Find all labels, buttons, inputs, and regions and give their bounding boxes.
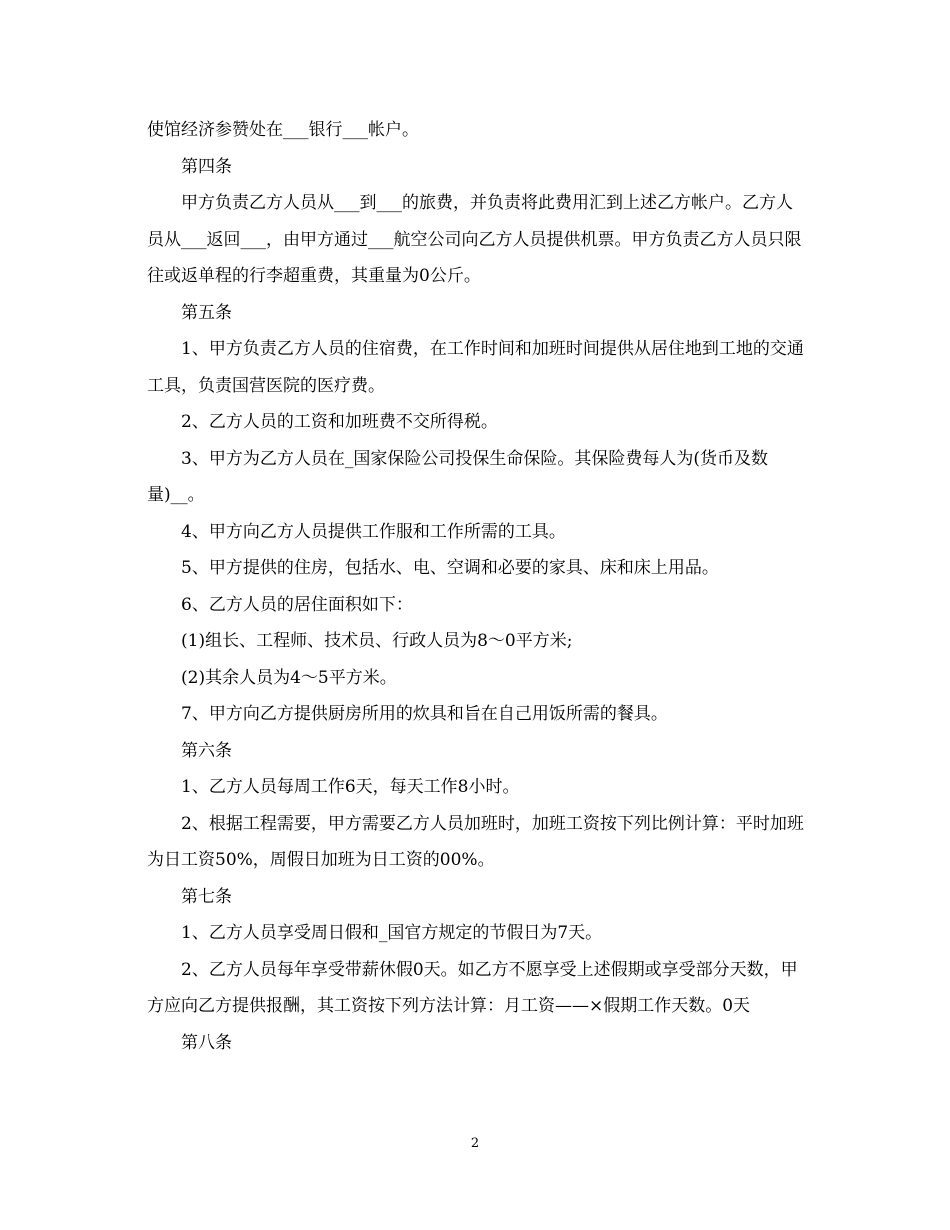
paragraph: (1)组长、工程师、技术员、行政人员为8～0平方米;	[181, 631, 573, 651]
paragraph: 2、乙方人员的工资和加班费不交所得税。	[181, 412, 498, 432]
paragraph: 使馆经济参赞处在___银行___帐户。	[147, 120, 419, 140]
paragraph: 第五条	[181, 302, 232, 323]
paragraph: 2、根据工程需要，甲方需要乙方人员加班时，加班工资按下列比例计算：平时加班为日工资50%，周假日加班为日工资的00%。	[147, 813, 804, 870]
document-body	[147, 112, 807, 1061]
paragraph: 3、甲方为乙方人员在_国家保险公司投保生命保险。其保险费每人为(货币及数量)__。	[147, 448, 768, 505]
paragraph: 第七条	[181, 886, 232, 907]
paragraph: 1、乙方人员每周工作6天，每天工作8小时。	[181, 777, 520, 797]
paragraph: 第六条	[181, 740, 232, 761]
paragraph: 第八条	[181, 1032, 232, 1053]
paragraph: 1、甲方负责乙方人员的住宿费，在工作时间和加班时间提供从居住地到工地的交通工具，负责国营医院的医疗费。	[147, 339, 804, 396]
paragraph: 7、甲方向乙方提供厨房所用的炊具和旨在自己用饭所需的餐具。	[181, 704, 668, 724]
page-number: 2	[470, 1136, 480, 1151]
paragraph: 第四条	[181, 156, 232, 177]
paragraph: 1、乙方人员享受周日假和_国官方规定的节假日为7天。	[181, 923, 603, 943]
paragraph: 4、甲方向乙方人员提供工作服和工作所需的工具。	[181, 521, 566, 542]
paragraph: 5、甲方提供的住房，包括水、电、空调和必要的家具、床和床上用品。	[181, 558, 719, 578]
paragraph: 甲方负责乙方人员从___到___的旅费，并负责将此费用汇到上述乙方帐户。乙方人员从___返回___，由甲方通过___航空公司向乙方人员提供机票。甲方负责乙方人员只限往或返单程的行李超重费，其重量为0公斤。	[147, 193, 802, 286]
paragraph: (2)其余人员为4～5平方米。	[181, 667, 397, 688]
paragraph: 2、乙方人员每年享受带薪休假0天。如乙方不愿享受上述假期或享受部分天数，甲方应向乙方提供报酬，其工资按下列方法计算：月工资——×假期工作天数。0天	[147, 959, 798, 1016]
paragraph: 6、乙方人员的居住面积如下：	[181, 594, 413, 615]
